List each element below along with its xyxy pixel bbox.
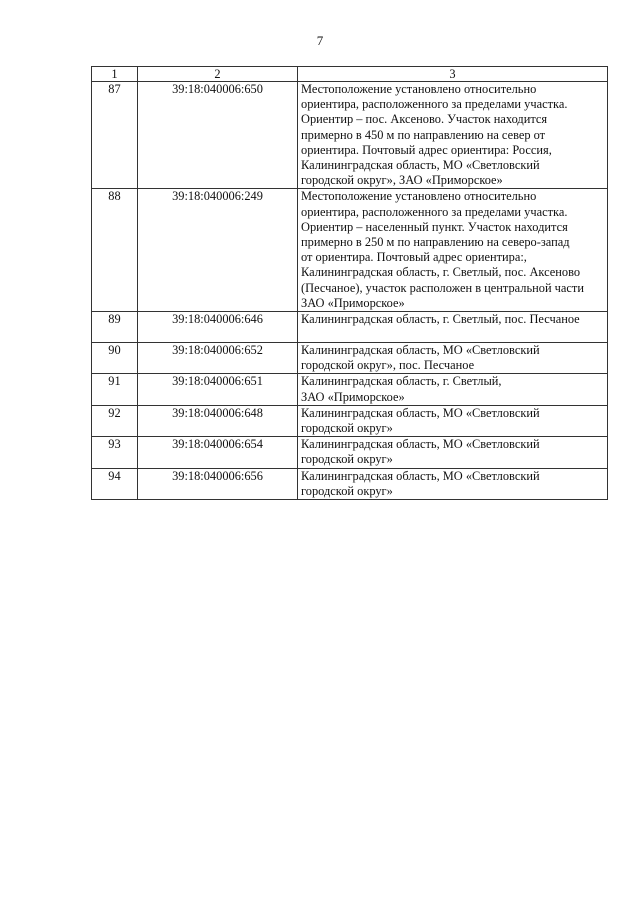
column-header-number: 1 [92, 67, 138, 82]
row-number: 90 [92, 343, 138, 374]
location-description: Калининградская область, МО «Светловский городской округ» [298, 405, 608, 436]
table-row [92, 405, 608, 436]
cadastral-number: 39:18:040006:648 [138, 405, 298, 436]
page-number: 7 [316, 33, 324, 48]
location-description: Калининградская область, МО «Светловский городской округ» [298, 468, 608, 499]
table-row [92, 189, 608, 312]
row-number: 91 [92, 374, 138, 405]
land-plots-table [91, 66, 608, 500]
cadastral-number: 39:18:040006:249 [138, 189, 298, 312]
cadastral-number: 39:18:040006:656 [138, 468, 298, 499]
location-description: Калининградская область, МО «Светловский городской округ», пос. Песчаное [298, 343, 608, 374]
location-description: Калининградская область, г. Светлый, пос. Песчаное [298, 312, 608, 343]
table-row [92, 468, 608, 499]
location-description: Калининградская область, МО «Светловский городской округ» [298, 437, 608, 468]
row-number: 93 [92, 437, 138, 468]
table-row [92, 343, 608, 374]
table-row [92, 374, 608, 405]
location-description: Местоположение установлено относительно ориентира, расположенного за пределами участка. Ориентир – населенный пункт. Участок находится примерно в 250 м по направлению на северо-запад от ориентира. Почтовый адрес ориентира:, Калининградская область, г. Светлый, пос. Аксеново (Песчаное), участок расположен в центральной части ЗАО «Приморское» [298, 189, 608, 312]
row-number: 88 [92, 189, 138, 312]
cadastral-number: 39:18:040006:654 [138, 437, 298, 468]
cadastral-number: 39:18:040006:651 [138, 374, 298, 405]
column-header-description: 3 [298, 67, 608, 82]
row-number: 89 [92, 312, 138, 343]
cadastral-number: 39:18:040006:650 [138, 82, 298, 189]
table-header-row [92, 67, 608, 82]
location-description: Калининградская область, г. Светлый, ЗАО «Приморское» [298, 374, 608, 405]
row-number: 92 [92, 405, 138, 436]
row-number: 94 [92, 468, 138, 499]
cadastral-number: 39:18:040006:646 [138, 312, 298, 343]
table-row [92, 437, 608, 468]
row-number: 87 [92, 82, 138, 189]
column-header-cadastral: 2 [138, 67, 298, 82]
table-row [92, 312, 608, 343]
location-description: Местоположение установлено относительно ориентира, расположенного за пределами участка. Ориентир – пос. Аксеново. Участок находится примерно в 450 м по направлению на север от ориентира. Почтовый адрес ориентира: Россия, Калининградская область, МО «Светловский городской округ», ЗАО «Приморское» [298, 82, 608, 189]
cadastral-number: 39:18:040006:652 [138, 343, 298, 374]
table-row [92, 82, 608, 189]
